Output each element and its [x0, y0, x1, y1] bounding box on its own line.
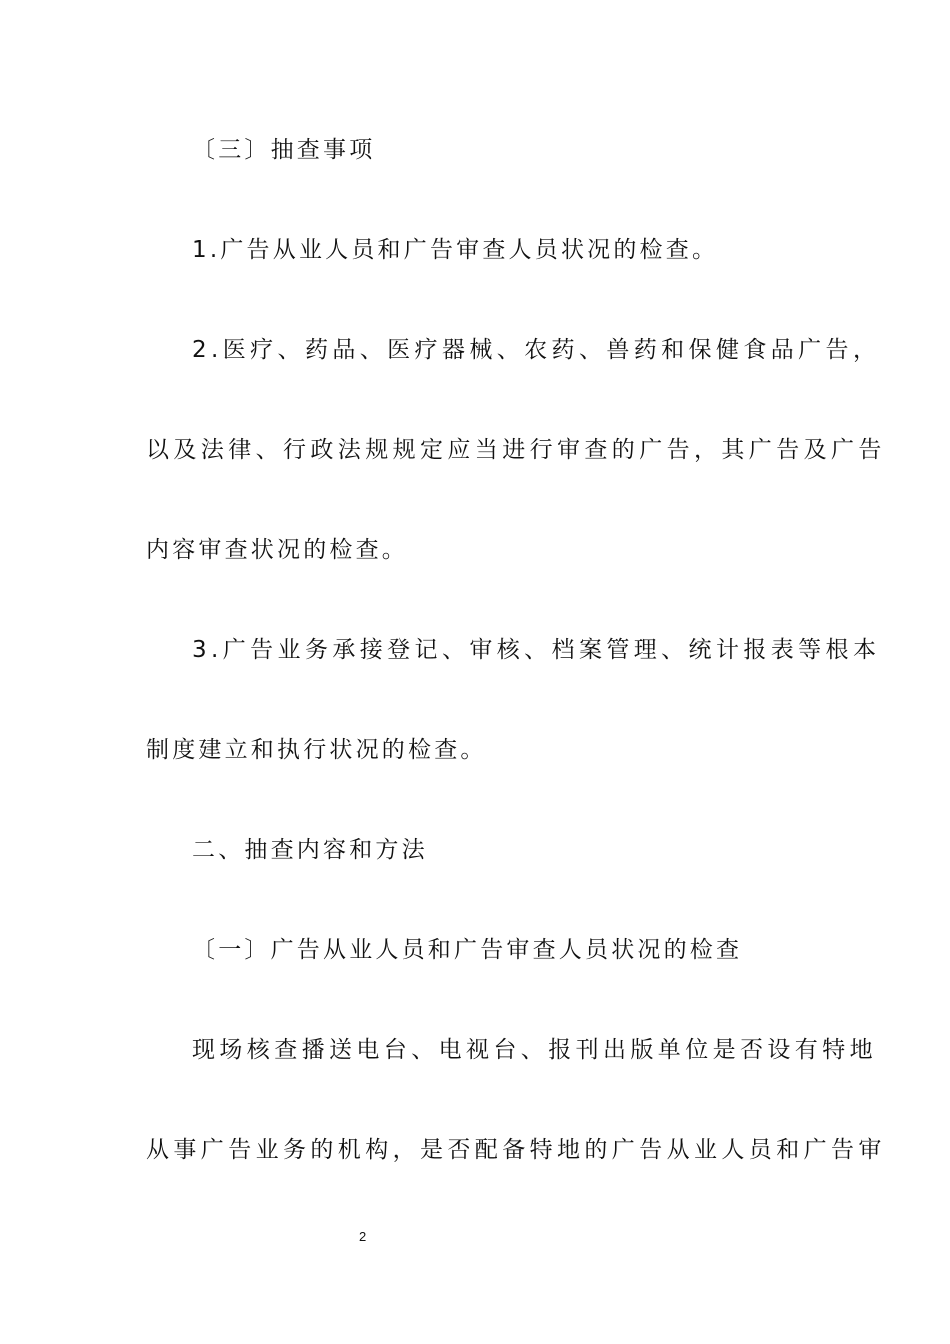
paragraph-onsite-check-line-2: 从事广告业务的机构，是否配备特地的广告从业人员和广告审: [146, 1137, 886, 1163]
section-heading-content-and-methods: 二、抽查内容和方法: [192, 837, 428, 863]
paragraph-item-2-line-1: 2.医疗、药品、医疗器械、农药、兽药和保健食品广告，: [192, 337, 881, 363]
page-number: 2: [359, 1229, 367, 1244]
paragraph-item-3-line-1: 3.广告业务承接登记、审核、档案管理、统计报表等根本: [192, 637, 881, 663]
paragraph-item-1: 1.广告从业人员和广告审查人员状况的检查。: [192, 237, 719, 263]
subsection-heading-personnel-check: 〔一〕广告从业人员和广告审查人员状况的检查: [192, 937, 743, 963]
section-heading-sampling-items: 〔三〕抽查事项: [192, 137, 376, 163]
paragraph-item-2-line-2: 以及法律、行政法规规定应当进行审查的广告，其广告及广告: [146, 437, 886, 463]
paragraph-item-2-line-3: 内容审查状况的检查。: [146, 537, 408, 563]
paragraph-item-3-line-2: 制度建立和执行状况的检查。: [146, 737, 487, 763]
paragraph-onsite-check-line-1: 现场核查播送电台、电视台、报刊出版单位是否设有特地: [192, 1037, 877, 1063]
